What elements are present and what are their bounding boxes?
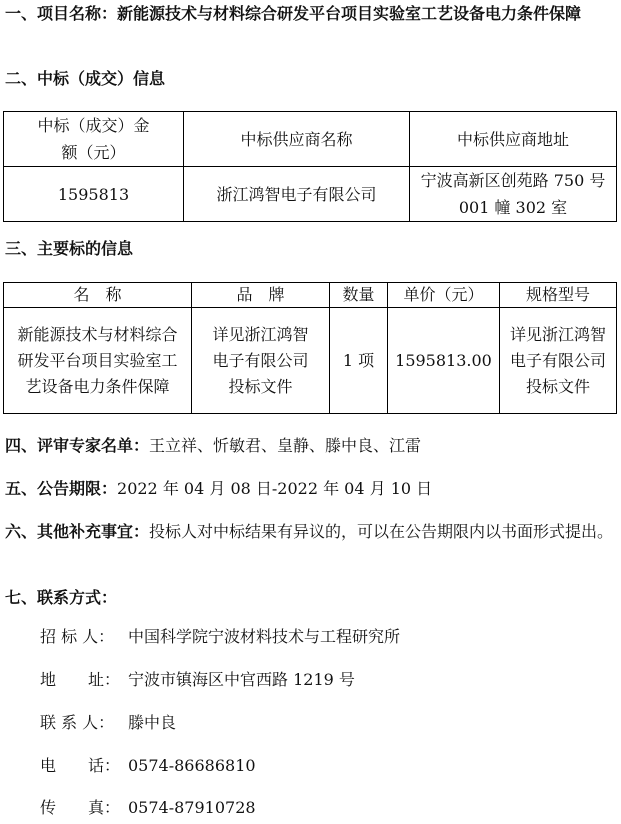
contact-value: 宁波市镇海区中官西路 1219 号	[128, 670, 355, 689]
brand-header: 品 牌	[192, 283, 330, 308]
items-table-header-row	[4, 283, 617, 308]
contact-value: 0574-86686810	[128, 756, 256, 775]
award-amount-header: 中标（成交）金额（元）	[4, 112, 184, 167]
items-table-row	[4, 308, 617, 414]
notice-period-heading: 五、公告期限：	[5, 479, 118, 498]
award-table-row	[4, 167, 617, 222]
contact-address	[40, 670, 355, 690]
brand-cell: 详见浙江鸿智电子有限公司投标文件	[192, 308, 330, 414]
section-award-info-heading: 二、中标（成交）信息	[5, 69, 166, 88]
other-matters-heading: 六、其他补充事宜：	[5, 522, 150, 541]
supplier-name-header: 中标供应商名称	[184, 112, 410, 167]
unit-price-header: 单价（元）	[388, 283, 500, 308]
section-main-items-heading: 三、主要标的信息	[5, 239, 134, 258]
contact-label: 招 标 人：	[40, 627, 115, 646]
contact-tenderer	[40, 627, 400, 647]
section-experts	[5, 435, 615, 456]
supplier-address-cell: 宁波高新区创苑路 750 号 001 幢 302 室	[410, 167, 617, 222]
experts-heading: 四、评审专家名单：	[5, 436, 150, 455]
contact-fax	[40, 798, 256, 818]
section-contact-heading: 七、联系方式：	[5, 588, 118, 607]
experts-list: 王立祥、忻敏君、皇静、滕中良、江雷	[149, 436, 422, 455]
contact-value: 中国科学院宁波材料技术与工程研究所	[128, 627, 401, 646]
contact-value: 滕中良	[128, 713, 177, 732]
project-name-heading: 一、项目名称：	[5, 4, 118, 23]
other-matters-text: 投标人对中标结果有异议的，可以在公告期限内以书面形式提出。	[149, 522, 614, 541]
main-items-table	[3, 282, 617, 414]
notice-period-text: 2022 年 04 月 08 日-2022 年 04 月 10 日	[117, 479, 433, 498]
quantity-header: 数量	[330, 283, 388, 308]
contact-label: 联 系 人：	[40, 713, 115, 732]
spec-model-header: 规格型号	[500, 283, 617, 308]
item-name-cell: 新能源技术与材料综合研发平台项目实验室工艺设备电力条件保障	[4, 308, 192, 414]
contact-label: 电 话：	[40, 756, 121, 775]
contact-person	[40, 713, 176, 733]
award-table-header-row	[4, 112, 617, 167]
award-amount-cell: 1595813	[4, 167, 184, 222]
section-other-matters	[5, 521, 615, 542]
section-project-name	[5, 3, 615, 24]
contact-label: 地 址：	[40, 670, 121, 689]
supplier-address-header: 中标供应商地址	[410, 112, 617, 167]
contact-value: 0574-87910728	[128, 798, 256, 817]
spec-model-cell: 详见浙江鸿智电子有限公司投标文件	[500, 308, 617, 414]
contact-phone	[40, 756, 256, 776]
unit-price-cell: 1595813.00	[388, 308, 500, 414]
contact-label: 传 真：	[40, 798, 121, 817]
supplier-name-cell: 浙江鸿智电子有限公司	[184, 167, 410, 222]
award-table	[3, 111, 617, 222]
item-name-header: 名 称	[4, 283, 192, 308]
section-notice-period	[5, 478, 615, 499]
quantity-cell: 1 项	[330, 308, 388, 414]
project-name-text: 新能源技术与材料综合研发平台项目实验室工艺设备电力条件保障	[117, 4, 582, 23]
